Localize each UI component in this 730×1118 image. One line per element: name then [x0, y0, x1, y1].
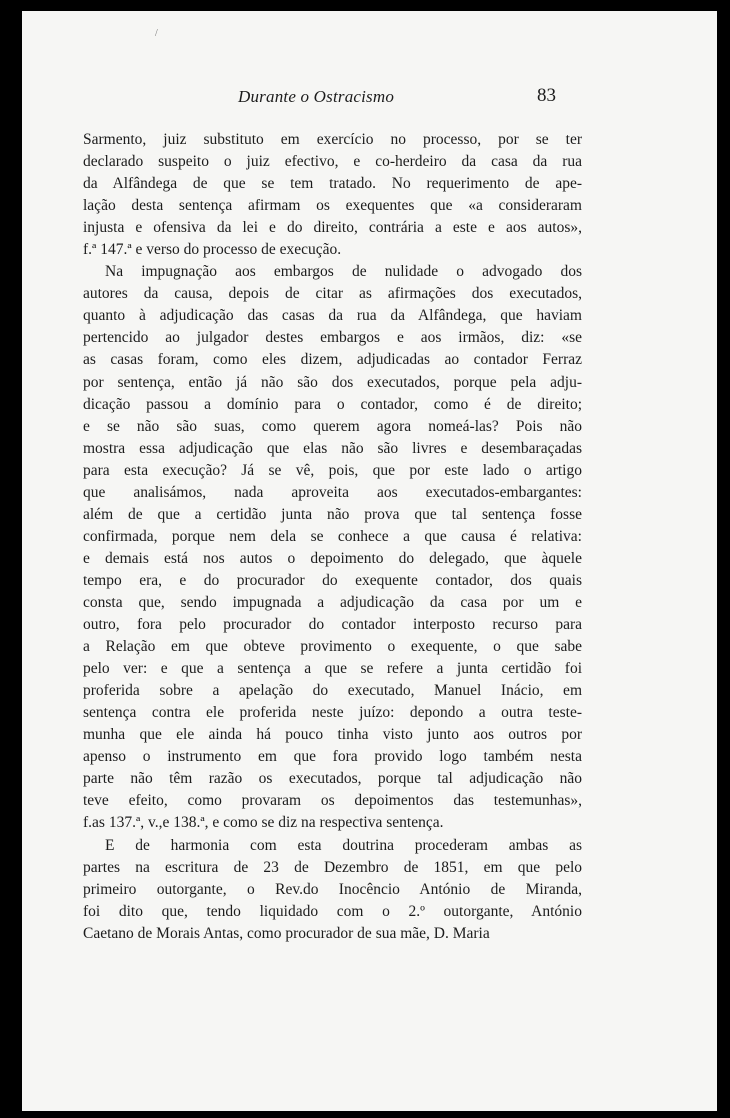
text-line: partes na escritura de 23 de Dezembro de 1851, em que pelo — [83, 858, 582, 876]
paragraph — [83, 129, 582, 261]
text-line: para esta execução? Já se vê, pois, que por este lado o artigo — [83, 461, 582, 479]
text-line: E de harmonia com esta doutrina procederam ambas as — [105, 836, 582, 854]
text-line: por sentença, então já não são dos executados, porque pela adju- — [83, 373, 582, 391]
text-line: primeiro outorgante, o Rev.do Inocêncio António de Miranda, — [83, 880, 582, 898]
text-line: dicação passou a domínio para o contador, como é de direito; — [83, 395, 582, 413]
text-line: confirmada, porque nem dela se conhece a que causa é relativa: — [83, 527, 582, 545]
book-page — [22, 11, 717, 1111]
text-line: Na impugnação aos embargos de nulidade o advogado dos — [105, 263, 582, 281]
text-line: pertencido ao julgador destes embargos e aos irmãos, diz: «se — [83, 329, 582, 347]
text-line: autores da causa, depois de citar as afirmações dos executados, — [83, 285, 582, 303]
page-number: 83 — [537, 85, 556, 106]
text-line: outro, fora pelo procurador do contador interposto recurso para — [83, 616, 582, 634]
text-line: proferida sobre a apelação do executado, Manuel Inácio, em — [83, 682, 582, 700]
text-line: munha que ele ainda há pouco tinha visto junto aos outros por — [83, 726, 582, 744]
text-line: foi dito que, tendo liquidado com o 2.º outorgante, António — [83, 902, 582, 920]
text-line: as casas foram, como eles dizem, adjudicadas ao contador Ferraz — [83, 351, 582, 369]
text-line: da Alfândega de que se tem tratado. No requerimento de ape- — [83, 175, 582, 193]
text-line: que analisámos, nada aproveita aos executados-embargantes: — [83, 483, 582, 501]
body-text — [83, 129, 582, 945]
text-line: e se não são suas, como querem agora nomeá-las? Pois não — [83, 417, 582, 435]
stray-mark: / — [155, 28, 158, 39]
text-line: lação desta sentença afirmam os exequentes que «a consideraram — [83, 197, 582, 215]
paragraph — [83, 835, 582, 945]
running-title: Durante o Ostracismo — [238, 87, 395, 106]
running-header — [22, 87, 717, 111]
text-line: parte não têm razão os executados, porque tal adjudicação não — [83, 770, 582, 788]
text-line: f.as 137.ª, v.,e 138.ª, e como se diz na respectiva sentença. — [83, 814, 444, 832]
text-line: pelo ver: e que a sentença a que se refere a junta certidão foi — [83, 660, 582, 678]
text-line: sentença contra ele proferida neste juízo: depondo a outra teste- — [83, 704, 582, 722]
text-line: Sarmento, juiz substituto em exercício no processo, por se ter — [83, 131, 582, 148]
text-line: f.ª 147.ª e verso do processo de execução. — [83, 241, 342, 259]
text-line: declarado suspeito o juiz efectivo, e co-herdeiro da casa da rua — [83, 153, 582, 171]
text-line: a Relação em que obteve provimento o exequente, o que sabe — [83, 638, 582, 656]
text-line: mostra essa adjudicação que elas não são livres e desembaraçadas — [83, 439, 582, 457]
text-line: quanto à adjudicação das casas da rua da Alfândega, que haviam — [83, 307, 582, 325]
text-line: além de que a certidão junta não prova que tal sentença fosse — [83, 505, 582, 523]
text-line: injusta e ofensiva da lei e do direito, contrária a este e aos autos», — [83, 219, 582, 237]
text-line: tempo era, e do procurador do exequente contador, dos quais — [83, 571, 582, 589]
paragraph — [83, 261, 582, 834]
text-line: consta que, sendo impugnada a adjudicação da casa por um e — [83, 593, 582, 611]
text-line: apenso o instrumento em que fora provido logo também nesta — [83, 748, 582, 766]
text-line: teve efeito, como provaram os depoimentos das testemunhas», — [83, 792, 582, 810]
text-line: e demais está nos autos o depoimento do delegado, que àquele — [83, 549, 582, 567]
text-line: Caetano de Morais Antas, como procurador de sua mãe, D. Maria — [83, 924, 490, 942]
